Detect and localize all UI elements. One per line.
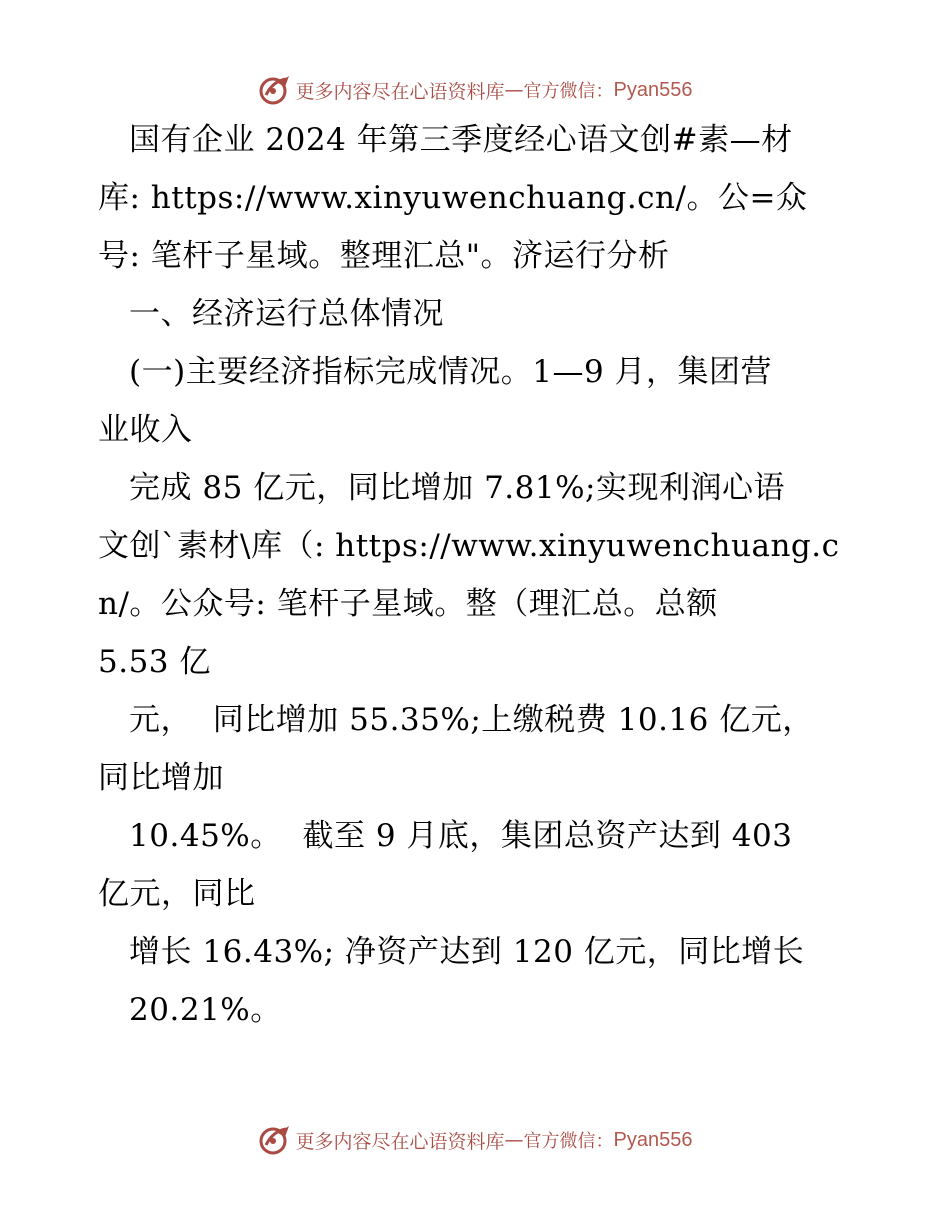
body-line: 文创`素材\库（: https://www.xinyuwenchuang.c [98, 528, 840, 564]
body-line: (一)主要经济指标完成情况。1—9 月，集团营 [98, 354, 773, 390]
body-line: 10.45%。 截至 9 月底，集团总资产达到 403 [98, 818, 793, 854]
banner-contact-label: 官方微信： [523, 81, 614, 102]
pen-swirl-logo-icon [258, 1123, 292, 1157]
banner-text: 更多内容尽在心语资料库 [295, 80, 505, 103]
body-line: 国有企业 2024 年第三季度经心语文创#素—材 [98, 122, 793, 158]
banner-wechat-id: Pyan556 [613, 78, 693, 101]
body-line: 亿元，同比 [98, 876, 256, 912]
pen-swirl-logo-icon [258, 73, 292, 107]
body-line: 元， 同比增加 55.35%;上缴税费 10.16 亿元， [98, 702, 814, 738]
body-line: 同比增加 [98, 760, 224, 796]
body-line: 5.53 亿 [98, 644, 211, 680]
body-line: 20.21%。 [98, 992, 282, 1028]
body-line: n/。公众号: 笔杆子星域。整（理汇总。总额 [98, 586, 718, 622]
header-banner [0, 70, 950, 110]
banner-wechat-id: Pyan556 [613, 1128, 693, 1151]
banner-separator: — [504, 79, 524, 101]
body-line: 业收入 [98, 412, 193, 448]
body-line: 完成 85 亿元，同比增加 7.81%;实现利润心语 [98, 470, 785, 506]
footer-banner [0, 1120, 950, 1160]
body-line: 号: 笔杆子星域。整理汇总"。济运行分析 [98, 238, 670, 274]
body-line: 增长 16.43%; 净资产达到 120 亿元，同比增长 [98, 934, 805, 970]
body-line: 库: https://www.xinyuwenchuang.cn/。公=众 [98, 180, 808, 216]
banner-text: 更多内容尽在心语资料库 [295, 1130, 505, 1153]
section-heading: 一、经济运行总体情况 [98, 296, 445, 332]
banner-contact-label: 官方微信： [523, 1131, 614, 1152]
banner-separator: — [504, 1129, 524, 1151]
